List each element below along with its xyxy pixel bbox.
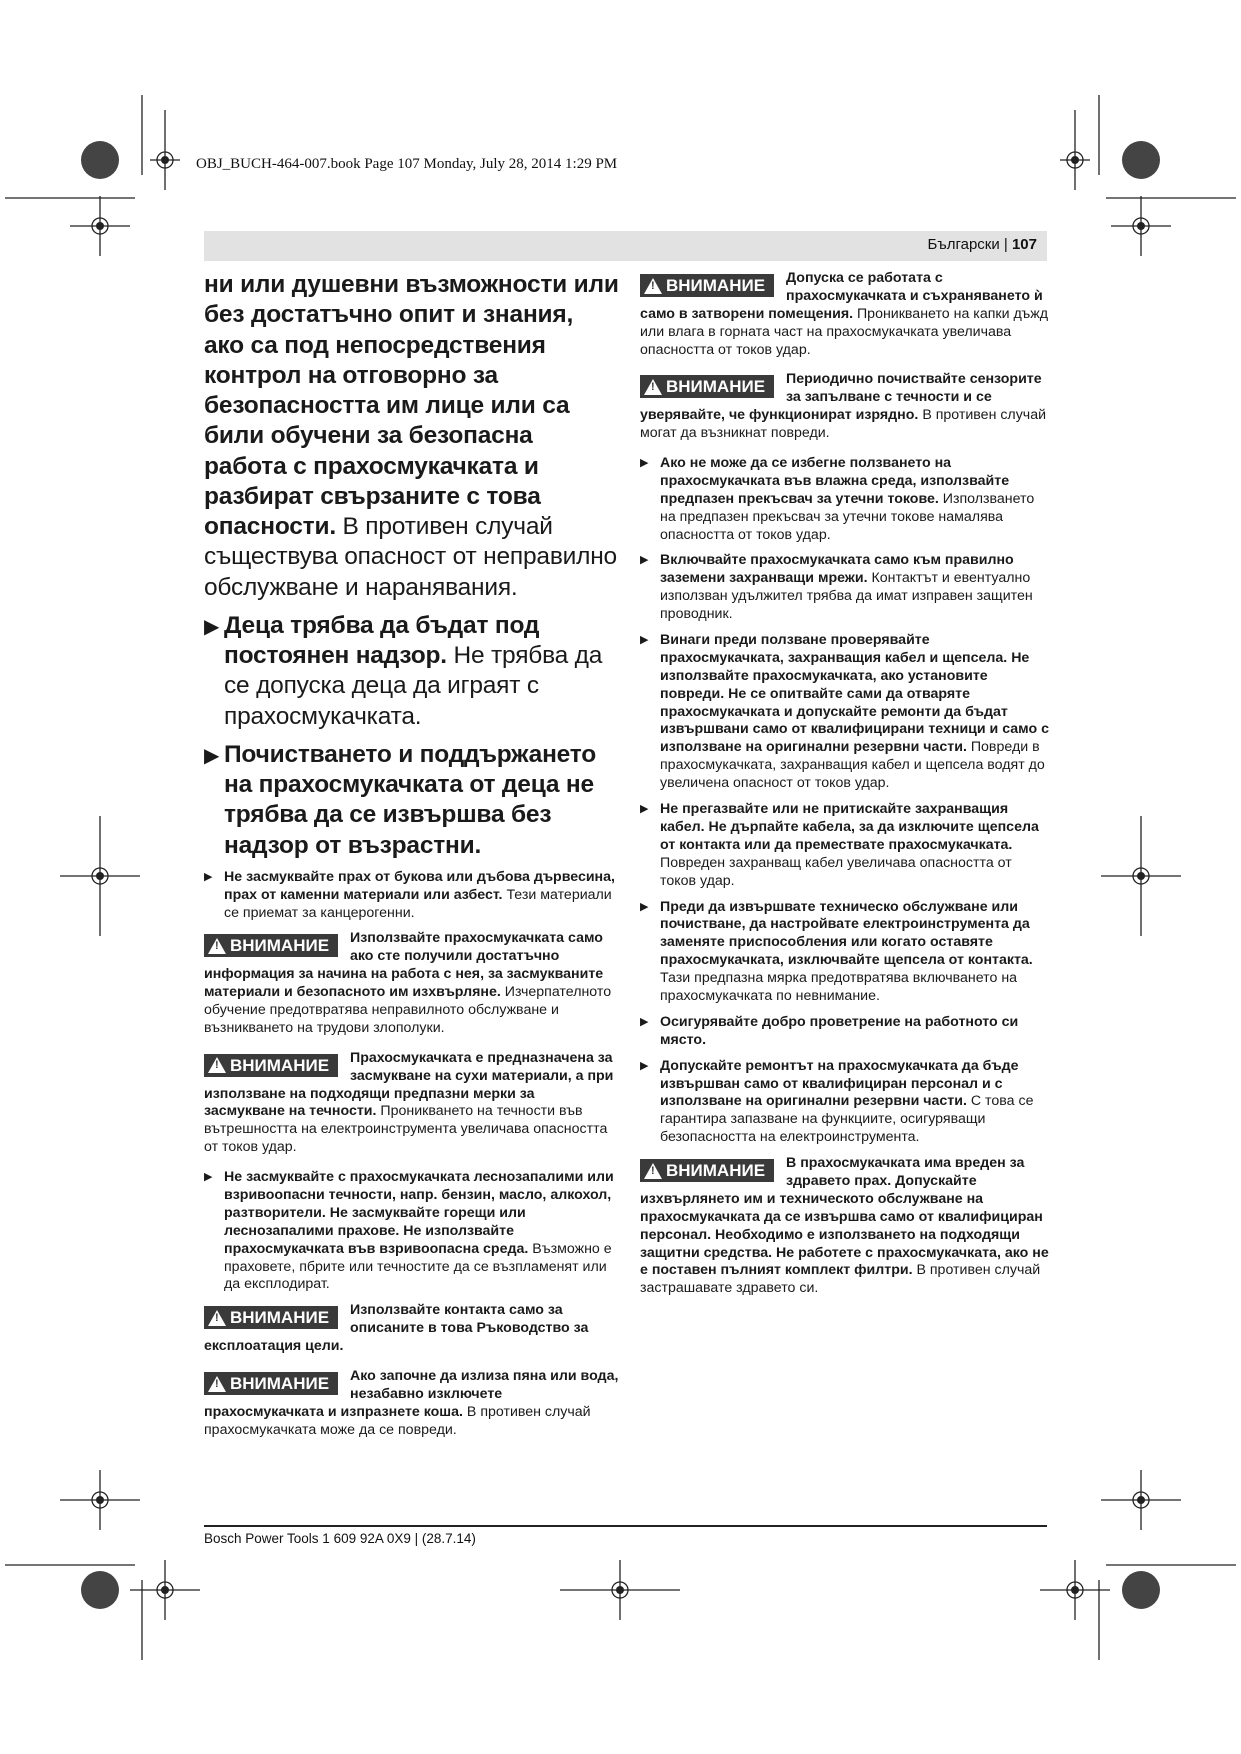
bullet-inspect — [640, 632, 1050, 793]
warning-badge — [204, 1054, 338, 1077]
rs7-bold: Допускайте ремонтът на прахосмукачката да бъде извършван само от квалифициран персонал и с използване на оригинални резервни части. — [660, 1057, 1019, 1110]
badge-label: ВНИМАНИЕ — [230, 1374, 330, 1394]
w3-bold: Използвайте контакта само за описаните в това Ръководство за експлоатация цели. — [204, 1302, 589, 1355]
cont-bold: ни или душевни възможности или без достатъчно опит и знания, ако са под непосредствения контрол на отговорно за безопасността им лице или са били обучени за безопасна работа с прахосмукачката и разбират свързаните с това опасности. — [204, 271, 619, 540]
b2-bold: Почистването и поддържането на прахосмукачката от деца не трябва да се извършва без надзор от възрастни. — [224, 740, 597, 859]
bullet-triangle-icon: ▶ — [640, 1059, 649, 1072]
s2-text: Възможно е праховете, пбрите или течностите да се възпламенят или да експлодират. — [224, 1240, 612, 1293]
warning-block — [640, 371, 1050, 443]
footer-rule — [204, 1525, 1047, 1527]
warning-badge — [204, 1306, 338, 1329]
bullet-maintenance — [640, 899, 1050, 1006]
large-text-section — [204, 270, 619, 861]
badge-label: ВНИМАНИЕ — [230, 1308, 330, 1328]
b1-text: Не трябва да се допуска деца да играят с прахосмукачката. — [224, 642, 603, 730]
bullet-ventilation — [640, 1014, 1050, 1050]
header-language: Български — [927, 236, 1000, 253]
badge-label: ВНИМАНИЕ — [666, 276, 766, 295]
warning-block — [204, 930, 619, 1037]
warning-badge — [640, 1159, 774, 1182]
rw3-text: В противен случай застрашавате здравето си. — [640, 1262, 1041, 1297]
warning-block — [204, 1050, 619, 1157]
rs1-bold: Ако не може да се избегне ползването на прахосмукачката във влажна среда, използвайте предпазен прекъсвач за утечни токове. — [660, 455, 1010, 507]
badge-label: ВНИМАНИЕ — [666, 1161, 766, 1181]
rs1-text: Използването на предпазен прекъсвач за утечни токове намалява опасността от токов удар. — [660, 490, 1035, 543]
bullet-triangle-icon: ▶ — [640, 1015, 649, 1028]
warning-icon — [208, 1376, 226, 1392]
warning-icon — [644, 278, 662, 294]
s1-bold: Не засмуквайте прах от букова или дъбова дървесина, прах от каменни материали или азбест. — [224, 868, 615, 903]
bullet-triangle-icon: ▶ — [640, 554, 649, 567]
w2-text: Проникването на течности във вътрешността на електроинструмента увеличава опасността от токов удар. — [204, 1103, 608, 1156]
bullet-triangle-icon: ▶ — [640, 457, 649, 470]
rs3-text: Повреди в прахосмукачката, захранващия кабел и щепсела водят до увеличена опасност от токов удар. — [660, 739, 1045, 792]
warning-badge — [640, 274, 774, 297]
badge-label: ВНИМАНИЕ — [230, 1055, 330, 1075]
left-column — [204, 270, 619, 1452]
bullet-flammable — [204, 1169, 619, 1294]
bullet-cable — [640, 801, 1050, 890]
bullet-wood-dust — [204, 869, 619, 923]
book-info: OBJ_BUCH-464-007.book Page 107 Monday, July 28, 2014 1:29 PM — [196, 156, 618, 172]
rs6-bold: Осигурявайте добро проветрение на работното си място. — [660, 1013, 1019, 1048]
warning-badge — [204, 934, 338, 957]
bullet-triangle-icon: ▶ — [204, 744, 220, 767]
bullet-rcd — [640, 455, 1050, 544]
w1-text: Изчерпателното обучение предотвратява неправилното обслужване и възникването на трудови злополуки. — [204, 984, 612, 1036]
bullet-triangle-icon: ▶ — [640, 803, 649, 816]
bullet-triangle-icon: ▶ — [204, 615, 220, 638]
continued-paragraph — [204, 270, 619, 603]
w4-text: В противен случай прахосмукачката може да се повреди. — [204, 1403, 591, 1438]
bullet-triangle-icon: ▶ — [204, 870, 213, 883]
rs4-text: Повреден захранващ кабел увеличава опасността от токов удар. — [660, 854, 1012, 889]
rw2-text: В противен случай могат да възникнат повреди. — [640, 407, 1047, 442]
s1-text: Тези материали се приемат за канцерогенни. — [224, 886, 612, 921]
page-number: 107 — [1011, 236, 1037, 253]
rw1-bold: Допуска се работата с прахосмукачката и съхраняването ѝ само в затворени помещения. — [640, 270, 1043, 322]
warning-icon — [644, 1163, 662, 1179]
badge-label: ВНИМАНИЕ — [666, 377, 766, 397]
badge-label: ВНИМАНИЕ — [230, 936, 330, 956]
rw2-bold: Периодично почиствайте сензорите за запълване с течности и се уверявайте, че функционират изрядно. — [640, 371, 1042, 424]
rs7-text: С това се гарантира запазване на функциите, осигуряващи безопасността на електроинструмента. — [660, 1093, 1034, 1146]
bullet-repair — [640, 1058, 1050, 1147]
b1-bold: Деца трябва да бъдат под постоянен надзор. — [224, 611, 540, 669]
warning-block — [640, 1155, 1050, 1298]
warning-block — [640, 270, 1050, 359]
warning-block — [204, 1368, 619, 1440]
footer-text: Bosch Power Tools 1 609 92A 0X9 | (28.7.14) — [204, 1531, 476, 1546]
rw1-text: Проникването на капки дъжд или влага в горната част на прахосмукачката увеличава опасността от токов удар. — [640, 305, 1049, 358]
rs3-bold: Винаги преди ползване проверявайте прахосмукачката, захранващия кабел и щепсела. Не използвайте прахосмукачката, ако установите повреди. Не се опитвайте сами да отваряте прахосмукачката и допускайте ремонти да бъдат извършвани само от квалифицирани техници и само с използване на оригинални резервни части. — [660, 632, 1049, 756]
rs2-bold: Включвайте прахосмукачката само към правилно заземени захранващи мрежи. — [660, 552, 1014, 587]
bullet-triangle-icon: ▶ — [204, 1171, 213, 1184]
header-text: Български | 107 — [927, 236, 1037, 253]
bullet-children-supervision — [204, 611, 619, 732]
rs2-text: Контактът и евентуално използван удължител трябва да имат изправен защитен проводник. — [660, 570, 1033, 623]
right-column — [640, 270, 1050, 1310]
bullet-children-cleaning — [204, 740, 619, 861]
page-header — [204, 231, 1047, 261]
w1-bold: Използвайте прахосмукачката само ако сте получили достатъчно информация за начина на работа с нея, за засмукваните материали и безопасното им изхвърляне. — [204, 930, 604, 1001]
rs5-text: Тази предпазна мярка предотвратява включването на прахосмукачката по невнимание. — [660, 970, 1018, 1004]
warning-badge — [640, 375, 774, 398]
bullet-triangle-icon: ▶ — [640, 634, 649, 647]
rs5-bold: Преди да извършвате техническо обслужване или почистване, да настройвате електроинструмента да заменяте приспособления или когато оставяте прахосмукачката, изключвайте щепсела от контакта. — [660, 898, 1033, 969]
warning-badge — [204, 1372, 338, 1395]
rs4-bold: Не прегазвайте или не притискайте захранващия кабел. Не дърпайте кабела, за да изключите щепсела от контакта или да премествате прахосмукачката. — [660, 801, 1039, 853]
cont-text: В противен случай съществува опасност от неправилно обслужване и наранявания. — [204, 513, 617, 601]
s2-bold: Не засмуквайте с прахосмукачката леснозапалими или взривоопасни течности, напр. бензин, масло, алкохол, разтворители. Не засмуквайте горещи или леснозапалими прахове. Не използвайте прахосмукачката във взривоопасна среда. — [224, 1169, 614, 1257]
warning-block — [204, 1302, 619, 1356]
warning-icon — [644, 379, 662, 395]
warning-icon — [208, 1057, 226, 1073]
warning-icon — [208, 938, 226, 954]
bullet-grounded — [640, 552, 1050, 624]
w2-bold: Прахосмукачката е предназначена за засмукване на сухи материали, а при използване на подходящи предпазни мерки за засмукване на течности. — [204, 1049, 614, 1120]
bullet-triangle-icon: ▶ — [640, 900, 649, 913]
w4-bold: Ако започне да излиза пяна или вода, незабавно изключете прахосмукачката и изпразнете коша. — [204, 1368, 619, 1420]
warning-icon — [208, 1310, 226, 1326]
rw3-bold: В прахосмукачката има вреден за здравето прах. Допускайте изхвърлянето им и техническото обслужване на прахосмукачката да се извършва само от квалифициран персонал. Необходимо е използването на подходящи защитни средства. Не работете с прахосмукачката, ако не е поставен пълният комплект филтри. — [640, 1155, 1049, 1279]
